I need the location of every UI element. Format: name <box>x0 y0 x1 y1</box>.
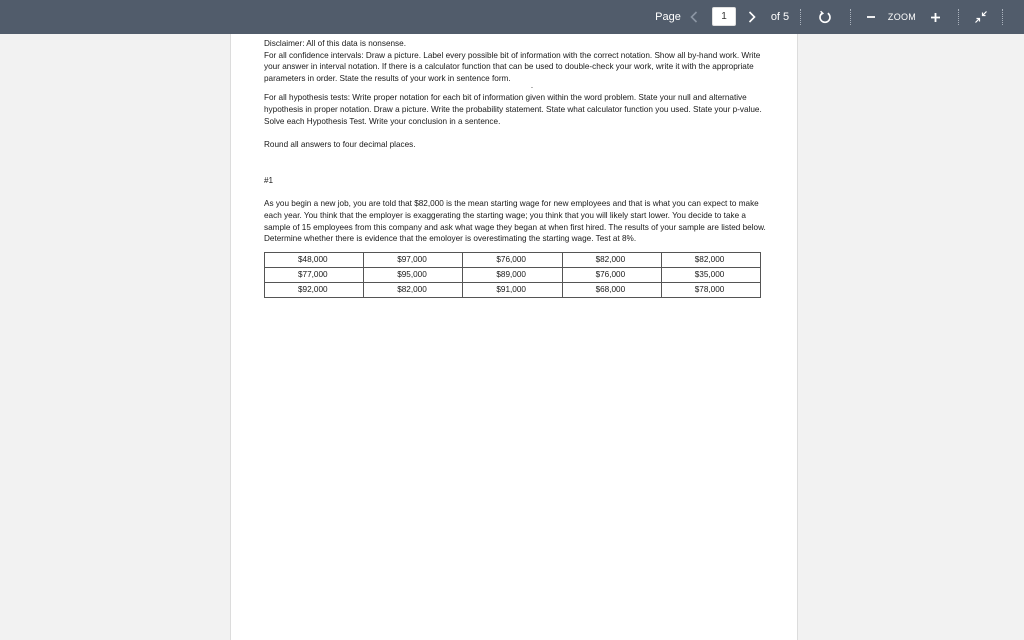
pdf-toolbar <box>0 0 1024 34</box>
table-cell: $92,000 <box>265 282 364 297</box>
hypothesis-test-instructions: For all hypothesis tests: Write proper notation for each bit of information given within the word problem. State your null and alternative hypothesis in proper notation. Draw a picture. Write the probability statement. State what calculator function you used. State your p-value. Solve each Hypothesis Test. Write your conclusion in a sentence. <box>264 93 762 126</box>
confidence-interval-instructions: For all confidence intervals: Draw a picture. Label every possible bit of information with the correct notation. Show all by-hand work. Write your answer in interval notation. If there is a calculator function that can be used to double-check your work, write it with the appropriate parameters in order. State the results of your work in sentence form. <box>264 50 761 83</box>
rotate-icon <box>818 10 832 24</box>
chevron-left-icon <box>690 11 698 23</box>
problem-text: As you begin a new job, you are told that $82,000 is the mean starting wage for new employees and that is what you can expect to make each year. You think that the employer is exaggerating the starting wage; you think that you will likely start lower. You decide to take a sample of 15 employees from this company and ask what wage they began at when first hired. The results of your sample are listed below. Determine whether there is evidence that the emoloyer is overestimating the starting wage. Test at 8%. <box>264 199 766 244</box>
collapse-arrows-icon <box>974 10 988 24</box>
table-cell: $95,000 <box>364 267 463 282</box>
zoom-label: ZOOM <box>887 12 917 22</box>
page-count-label: of 5 <box>770 11 790 23</box>
table-cell: $77,000 <box>265 267 364 282</box>
prev-page-button[interactable] <box>684 0 704 34</box>
rounding-instructions: Round all answers to four decimal places. <box>264 140 416 150</box>
table-cell: $91,000 <box>463 282 562 297</box>
page-label: Page <box>655 11 681 23</box>
toolbar-divider <box>850 9 851 25</box>
minus-icon <box>866 12 876 22</box>
table-row <box>265 252 761 267</box>
table-cell: $68,000 <box>562 282 661 297</box>
table-cell: $97,000 <box>364 252 463 267</box>
table-cell: $78,000 <box>661 282 760 297</box>
table-cell: $35,000 <box>661 267 760 282</box>
document-page <box>230 34 798 640</box>
table-cell: $82,000 <box>661 252 760 267</box>
table-cell: $76,000 <box>562 267 661 282</box>
table-cell: $82,000 <box>364 282 463 297</box>
toolbar-divider <box>1002 9 1003 25</box>
table-row <box>265 267 761 282</box>
table-row <box>265 282 761 297</box>
next-page-button[interactable] <box>742 0 762 34</box>
toolbar-divider <box>958 9 959 25</box>
rotate-button[interactable] <box>814 0 836 34</box>
stray-mark: · <box>530 83 534 93</box>
chevron-right-icon <box>748 11 756 23</box>
table-cell: $48,000 <box>265 252 364 267</box>
document-content <box>264 38 766 298</box>
toolbar-divider <box>800 9 801 25</box>
plus-icon <box>930 12 941 23</box>
zoom-in-button[interactable] <box>926 0 944 34</box>
zoom-out-button[interactable] <box>862 0 880 34</box>
disclaimer-text: Disclaimer: All of this data is nonsense. <box>264 39 406 48</box>
table-cell: $76,000 <box>463 252 562 267</box>
problem-number: #1 <box>264 175 274 185</box>
page-number-input[interactable] <box>712 7 736 26</box>
table-cell: $89,000 <box>463 267 562 282</box>
table-cell: $82,000 <box>562 252 661 267</box>
sample-data-table <box>264 252 761 298</box>
fit-page-button[interactable] <box>970 0 992 34</box>
